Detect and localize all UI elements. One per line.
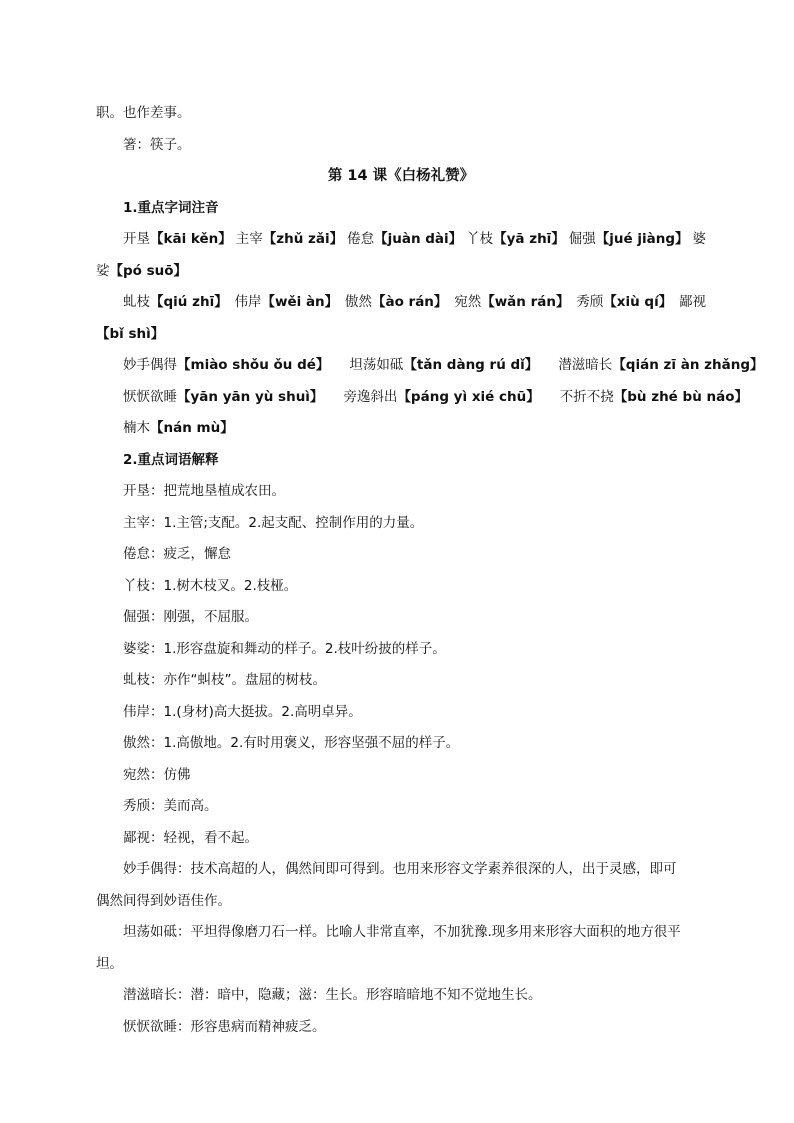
pinyin-item: 主宰【zhǔ zǎi】	[235, 231, 344, 247]
pinyin-item: 妙手偶得【miào shǒu ǒu dé】	[123, 357, 330, 373]
pinyin-item: 坦荡如砥【tǎn dàng rú dǐ】	[349, 357, 539, 373]
continued-entry-zhu: 箸：筷子。	[123, 136, 191, 153]
definition-entry: 倔强：刚强，不屈服。	[123, 609, 258, 625]
pinyin-row-3	[96, 350, 764, 382]
pinyin-item: 伟岸【wěi àn】	[234, 294, 339, 310]
pinyin-item: 倔强【jué jiàng】	[568, 231, 689, 247]
definition-entry: 开垦：把荒地垦植成农田。	[123, 483, 285, 499]
pinyin-row-2-continued: 【bǐ shì】	[96, 325, 165, 342]
pinyin-item: 傲然【ào rán】	[344, 294, 448, 310]
section-heading-pronunciation: 1.重点字词注音	[123, 199, 219, 216]
document-page	[96, 98, 764, 1043]
pinyin-item: 开垦【kāi kěn】	[123, 231, 232, 247]
pinyin-item: 旁逸斜出【páng yì xié chū】	[343, 388, 540, 405]
definition-entry: 倦怠：疲乏，懈怠	[123, 546, 231, 562]
lesson-title: 第 14 课《白杨礼赞》	[327, 168, 475, 184]
definition-entry: 婆娑：1.形容盘旋和舞动的样子。2.枝叶纷披的样子。	[123, 640, 446, 657]
pinyin-row-5: 楠木【nán mù】	[123, 420, 234, 436]
pinyin-item: 虬枝【qiú zhī】	[123, 294, 228, 310]
definition-entry: 傲然：1.高傲地。2.有时用褒义，形容坚强不屈的样子。	[123, 735, 460, 751]
pinyin-item: 秀颀【xiù qí】	[576, 294, 673, 310]
pinyin-item: 丫枝【yā zhī】	[466, 231, 565, 247]
pinyin-item: 宛然【wǎn rán】	[454, 294, 570, 310]
definition-entry: 秀颀：美而高。	[123, 798, 218, 814]
definition-entry: 丫枝：1.树木枝叉。2.枝桠。	[123, 577, 298, 594]
pinyin-item: 倦怠【juàn dài】	[347, 231, 463, 247]
continued-text-line: 职。也作差事。	[96, 105, 191, 121]
definition-entry: 恹恹欲睡：形容患病而精神疲乏。	[123, 1018, 326, 1035]
pinyin-row-4	[96, 382, 749, 414]
pinyin-item: 潜滋暗长【qián zī àn zhǎng】	[558, 357, 764, 373]
pinyin-item-wrap-start: 婆	[692, 231, 706, 247]
pinyin-row-1	[96, 224, 706, 256]
pinyin-row-2	[96, 287, 706, 319]
definition-entry: 宛然：仿佛	[123, 766, 191, 783]
definition-entry-long: 坦荡如砥：平坦得像磨刀石一样。比喻人非常直率，不加犹豫.现多用来形容大面积的地方很平	[123, 924, 681, 940]
definition-entry-long-continued: 坦。	[96, 955, 123, 972]
definition-entry: 虬枝：亦作“虯枝”。盘屈的树枝。	[123, 672, 326, 688]
definition-entry: 主宰：1.主管;支配。2.起支配、控制作用的力量。	[123, 514, 424, 531]
pinyin-item-wrap-start: 鄙视	[678, 294, 706, 310]
pinyin-item: 恹恹欲睡【yān yān yù shuì】	[123, 388, 324, 405]
definition-entry: 伟岸：1.(身材)高大挺拔。2.高明卓异。	[123, 703, 362, 720]
definition-entry-long-continued: 偶然间得到妙语佳作。	[96, 892, 231, 909]
definition-entry-long: 妙手偶得：技术高超的人，偶然间即可得到。也用来形容文学素养很深的人，出于灵感，即可	[123, 861, 677, 877]
definition-entry: 鄙视：轻视，看不起。	[123, 829, 258, 846]
pinyin-row-1-continued: 娑【pó suō】	[96, 262, 188, 279]
pinyin-item: 不折不挠【bù zhé bù náo】	[559, 388, 749, 405]
definition-entry: 潜滋暗长：潜：暗中，隐藏；滋：生长。形容暗暗地不知不觉地生长。	[123, 987, 542, 1003]
section-heading-definitions: 2.重点词语解释	[123, 451, 219, 468]
